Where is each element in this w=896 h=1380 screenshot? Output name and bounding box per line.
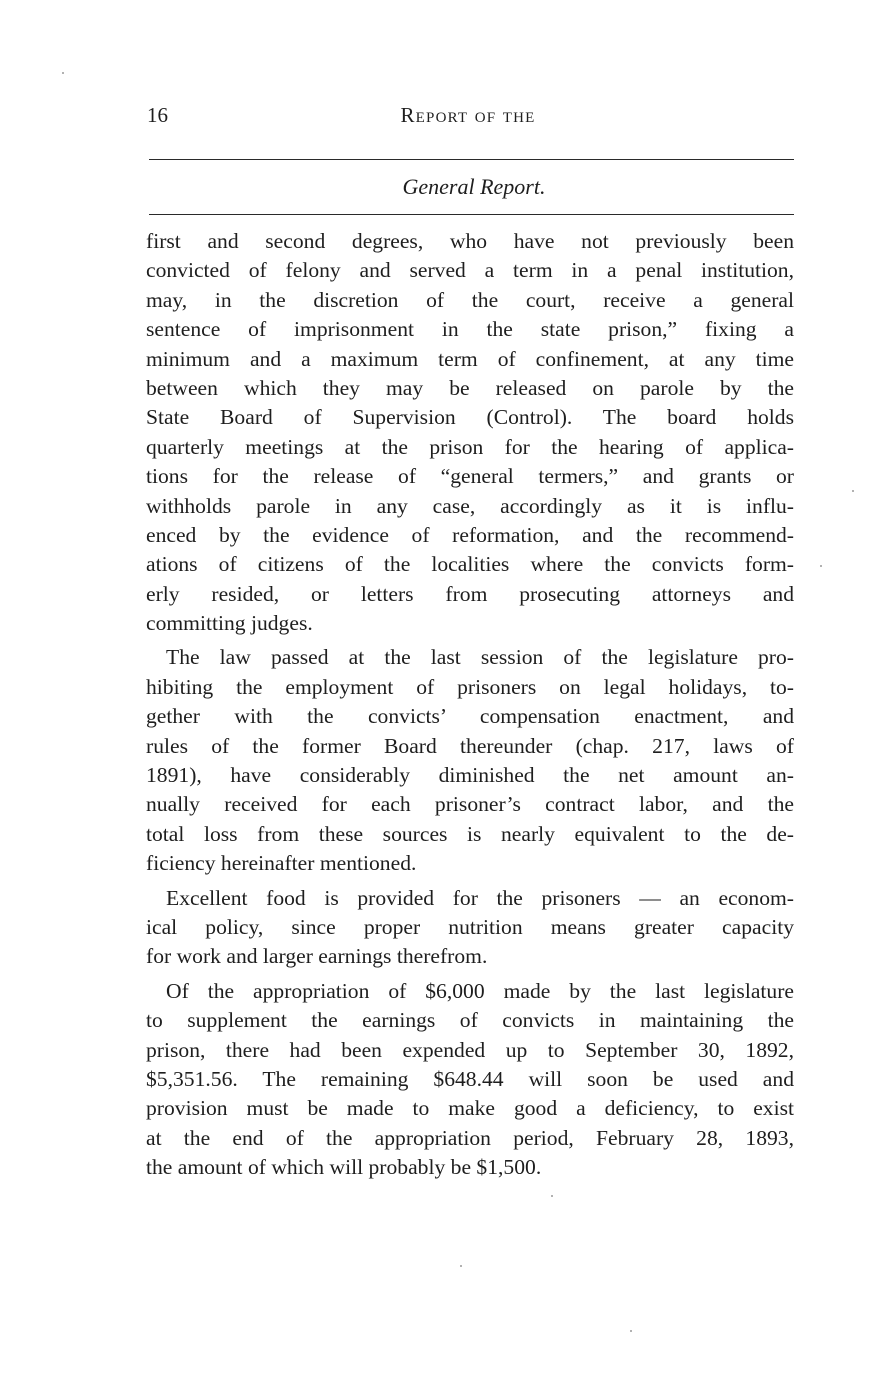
text-line: sentence of imprisonment in the state prison,” fixing a <box>146 317 794 342</box>
body-text <box>146 227 794 1183</box>
text-line: between which they may be released on parole by the <box>146 375 794 400</box>
scan-speck <box>460 1265 462 1267</box>
text-line: tions for the release of “general termers,” and grants or <box>146 464 794 489</box>
text-line: ical policy, since proper nutrition means greater capacity <box>146 914 794 939</box>
text-line: convicted of felony and served a term in a penal institution, <box>146 258 794 283</box>
paragraph-2 <box>146 643 794 878</box>
text-line: prison, there had been expended up to September 30, 1892, <box>146 1037 794 1062</box>
text-line: nually received for each prisoner’s contract labor, and the <box>146 792 794 817</box>
text-line: Of the appropriation of $6,000 made by the last legislature <box>166 978 794 1003</box>
scan-speck <box>551 1195 553 1197</box>
scan-speck <box>62 72 64 74</box>
header-rule-bottom <box>149 214 794 215</box>
text-line: $5,351.56. The remaining $648.44 will soon be used and <box>146 1066 794 1091</box>
text-line: 1891), have considerably diminished the net amount an- <box>146 763 794 788</box>
text-line: total loss from these sources is nearly equivalent to the de- <box>146 821 794 846</box>
paragraph-4 <box>146 977 794 1183</box>
text-line: may, in the discretion of the court, receive a general <box>146 287 794 312</box>
text-line: ations of citizens of the localities where the convicts form- <box>146 552 794 577</box>
text-line: withholds parole in any case, accordingly as it is influ- <box>146 493 794 518</box>
text-line: provision must be made to make good a deficiency, to exist <box>146 1096 794 1121</box>
text-line: committing judges. <box>146 611 313 636</box>
text-line: gether with the convicts’ compensation enactment, and <box>146 704 794 729</box>
text-line: The law passed at the last session of the legislature pro- <box>166 645 794 670</box>
text-line: hibiting the employment of prisoners on legal holidays, to- <box>146 674 794 699</box>
scan-speck <box>820 565 822 567</box>
text-line: for work and larger earnings therefrom. <box>146 944 488 969</box>
text-line: erly resided, or letters from prosecuting attorneys and <box>146 581 794 606</box>
section-title: General Report. <box>402 174 546 199</box>
text-line: Excellent food is provided for the prisoners — an econom- <box>166 885 794 910</box>
scan-speck <box>852 490 854 492</box>
text-line: quarterly meetings at the prison for the hearing of applica- <box>146 434 794 459</box>
text-line: at the end of the appropriation period, February 28, 1893, <box>146 1125 794 1150</box>
page-number: 16 <box>147 103 168 127</box>
paragraph-3 <box>146 884 794 972</box>
text-line: the amount of which will probably be $1,500. <box>146 1155 542 1180</box>
paragraph-1 <box>146 227 794 638</box>
running-head: Report of the <box>400 103 536 127</box>
text-line: minimum and a maximum term of confinement, at any time <box>146 346 794 371</box>
scan-speck <box>630 1330 632 1332</box>
text-line: rules of the former Board thereunder (chap. 217, laws of <box>146 733 794 758</box>
text-line: enced by the evidence of reformation, and the recommend- <box>146 522 794 547</box>
text-line: State Board of Supervision (Control). The board holds <box>146 405 794 430</box>
text-line: to supplement the earnings of convicts in maintaining the <box>146 1008 794 1033</box>
header-rule-top <box>149 159 794 160</box>
text-line: first and second degrees, who have not previously been <box>146 229 794 253</box>
text-line: ficiency hereinafter mentioned. <box>146 851 417 876</box>
